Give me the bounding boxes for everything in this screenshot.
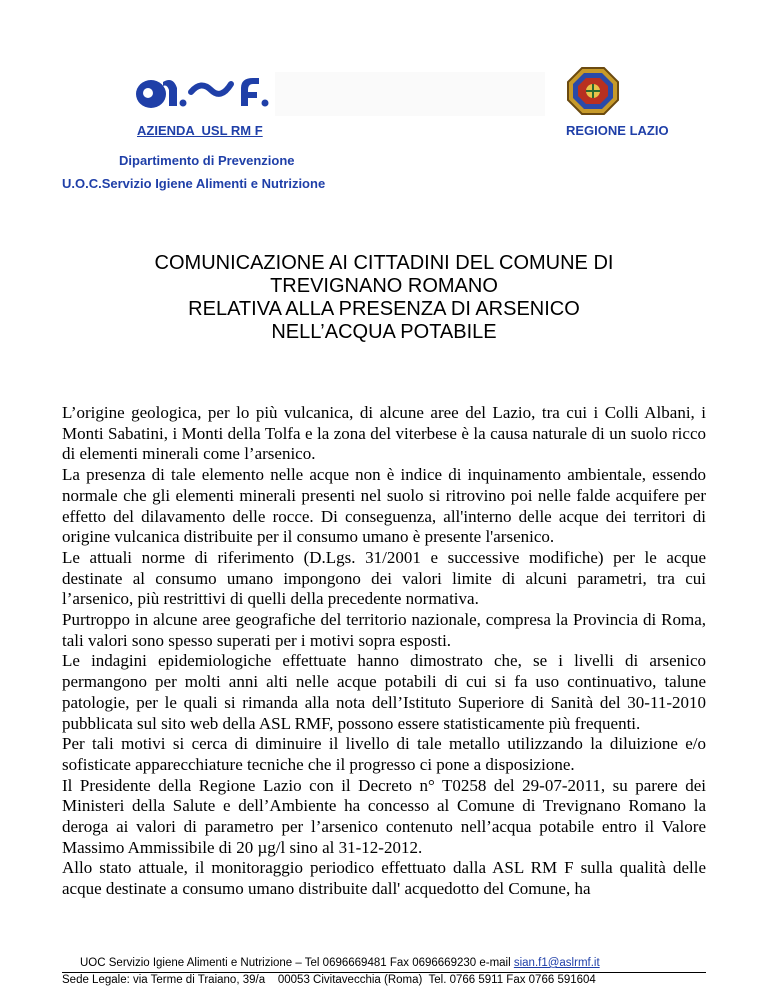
title-line: NELL’ACQUA POTABILE xyxy=(271,321,497,343)
ausl-logo-graphic xyxy=(133,70,273,112)
paragraph: Allo stato attuale, il monitoraggio periodico effettuato dalla ASL RM F sulla qualità delle acque destinate a consumo umano distribuite dall' acquedotto del Comune, ha xyxy=(62,858,706,899)
paragraph: Il Presidente della Regione Lazio con il Decreto n° T0258 del 29-07-2011, su parere dei Ministeri della Salute e dell’Ambiente ha concesso al Comune di Trevignano Romano la deroga ai valori di parametro per l’arsenico contenuto nell’acqua potabile entro il Valore Massimo Ammissibile di 20 µg/l sino al 31-12-2012. xyxy=(62,775,706,857)
footer-contact-text: UOC Servizio Igiene Alimenti e Nutrizione – Tel 0696669481 Fax 0696669230 e-mail xyxy=(80,957,514,969)
footer-email-link[interactable]: sian.f1@aslrmf.it xyxy=(513,957,600,969)
paragraph: Per tali motivi si cerca di diminuire il livello di tale metallo utilizzando la diluizione e/o sofisticate apparecchiature tecniche che il progresso ci pone a disposizione. xyxy=(62,734,706,774)
azienda-link[interactable]: AZIENDA USL RM F xyxy=(137,123,263,138)
paragraph: Le attuali norme di riferimento (D.Lgs. 31/2001 e successive modifiche) per le acque destinate al consumo umano impongono dei valori limite di alcuni parametri, tra cui l’arsenico, più restrittivi di quelli della precedente normativa. xyxy=(62,547,706,609)
footer-divider xyxy=(62,972,706,973)
dipartimento-label: Dipartimento di Prevenzione xyxy=(119,153,295,168)
regione-lazio-emblem-icon xyxy=(566,66,620,116)
regione-label: REGIONE LAZIO xyxy=(566,123,669,138)
ausl-logo xyxy=(133,70,273,112)
page-title xyxy=(60,252,708,344)
title-line: RELATIVA ALLA PRESENZA DI ARSENICO xyxy=(188,298,580,320)
footer-contact xyxy=(80,957,600,969)
header-band xyxy=(275,72,545,116)
paragraph: La presenza di tale elemento nelle acque non è indice di inquinamento ambientale, essendo normale che gli elementi minerali presenti nel suolo si ritrovino poi nelle falde acquifere per effetto del dilavamento delle rocce. Di conseguenza, all'interno delle acque dei territori di origine vulcanica distribuite per il consumo umano è presente l'arsenico. xyxy=(62,465,706,547)
title-line: COMUNICAZIONE AI CITTADINI DEL COMUNE DI xyxy=(154,252,614,274)
title-line: TREVIGNANO ROMANO xyxy=(270,275,498,297)
paragraph: Le indagini epidemiologiche effettuate hanno dimostrato che, se i livelli di arsenico permangono per molti anni alti nelle acque potabili di cui si fa uso continuativo, talune patologie, per le quali si rimanda alla nota dell’Istituto Superiore di Sanità del 30-11-2010 pubblicata sul sito web della ASL RMF, possono essere statisticamente più frequenti. xyxy=(62,651,706,733)
uoc-label: U.O.C.Servizio Igiene Alimenti e Nutrizione xyxy=(62,176,326,191)
footer-address: Sede Legale: via Terme di Traiano, 39/a 00053 Civitavecchia (Roma) Tel. 0766 5911 Fax 0766 591604 xyxy=(62,974,596,986)
body-text xyxy=(62,403,706,900)
paragraph: L’origine geologica, per lo più vulcanica, di alcune aree del Lazio, tra cui i Colli Albani, i Monti Sabatini, i Monti della Tolfa e la zona del viterbese è la causa naturale di un suolo ricco di elementi minerali come l’arsenico. xyxy=(62,403,706,464)
paragraph: Purtroppo in alcune aree geografiche del territorio nazionale, compresa la Provincia di Roma, tali valori sono spesso superati per i motivi sopra esposti. xyxy=(62,610,706,650)
